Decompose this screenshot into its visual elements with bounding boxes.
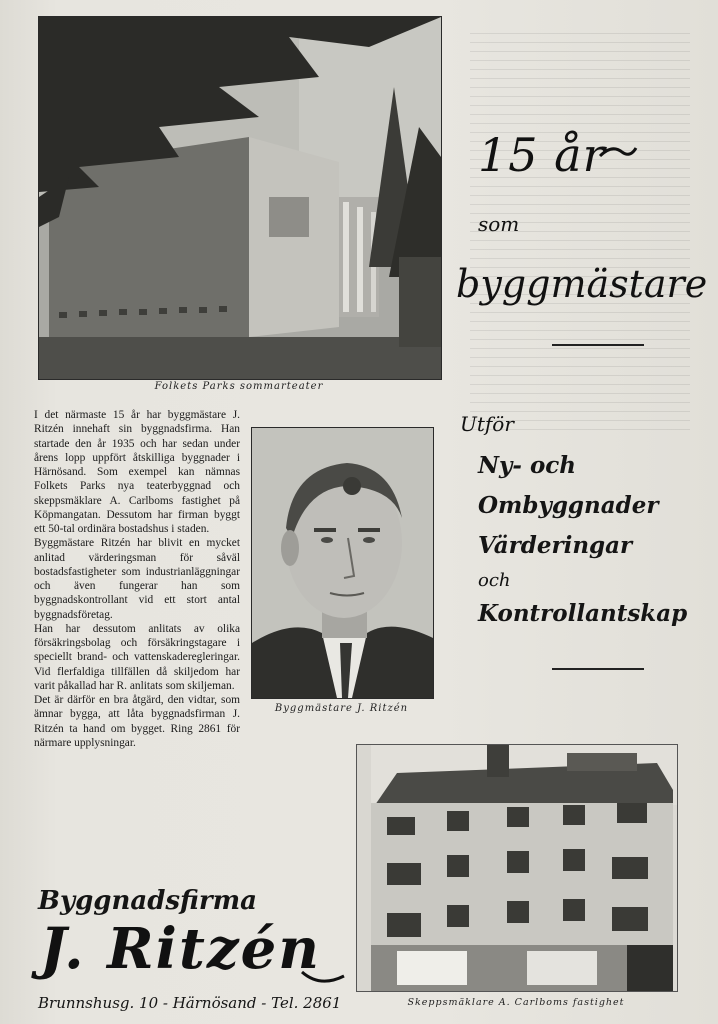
headline-som: som: [478, 212, 520, 236]
swash-flourish: [598, 142, 638, 160]
headline-title: byggmästare: [456, 262, 708, 306]
firm-address: Brunnshusg. 10 - Härnösand - Tel. 2861: [38, 994, 342, 1012]
article-paragraph: Det är därför en bra åtgärd, den vidtar, som ämnar bygga, att låta byggnadsfirman J. Ritzén ta hand om bygget. Ring 2861 för närmare upplysningar.: [34, 694, 240, 749]
services-intro: Utför: [460, 412, 514, 436]
portrait-caption: Byggmästare J. Ritzén: [274, 703, 409, 714]
building-photo: [356, 744, 678, 992]
article-paragraph: Han har dessutom anlitats av olika försäkringsbolag och försäkringstagare i speciellt brand- och vattenskaderegleringar. Vid flerfaldiga tillfällen då skiljedom har varit påkallad har R. anlitats som skiljeman.: [34, 622, 240, 692]
firm-label: Byggnadsfirma: [38, 886, 257, 916]
service-line-1: Ny- och: [478, 452, 577, 479]
theater-photo: [38, 16, 442, 380]
article-paragraph: I det närmaste 15 år har byggmästare J. Ritzén innehaft sin byggnadsfirma. Han startade den år 1935 och har sedan under årens lopp uppfört åtskilliga byggnader i Härnösand. Som exempel kan nämnas Folkets Parks nya teaterbyggnad och skeppsmäklare A. Carlboms fastighet på Köpmangatan. Dessutom har firman byggt ett 50-tal ordinära bostadshus i staden.: [34, 409, 240, 535]
firm-name: J. Ritzén: [40, 916, 321, 982]
services-och: och: [478, 570, 511, 591]
service-line-3: Värderingar: [478, 532, 633, 559]
firm-name-swash: [300, 968, 346, 988]
services-rule: [552, 668, 644, 670]
headline-rule: [552, 344, 644, 346]
theater-caption: Folkets Parks sommarteater: [154, 381, 324, 392]
article-body: [34, 408, 240, 750]
service-line-2: Ombyggnader: [478, 492, 659, 519]
article-paragraph: Byggmästare Ritzén har blivit en mycket anlitad värderingsman för såväl bostadsfastigheter som industrianläggningar och även fungerar han som byggnadskontrollant vid ett stort antal byggnadsföretag.: [34, 537, 240, 621]
building-caption: Skeppsmäklare A. Carlboms fastighet: [407, 997, 625, 1008]
headline-years: 15 år: [478, 128, 606, 182]
portrait-photo: [251, 427, 434, 699]
service-line-4: Kontrollantskap: [478, 600, 688, 627]
